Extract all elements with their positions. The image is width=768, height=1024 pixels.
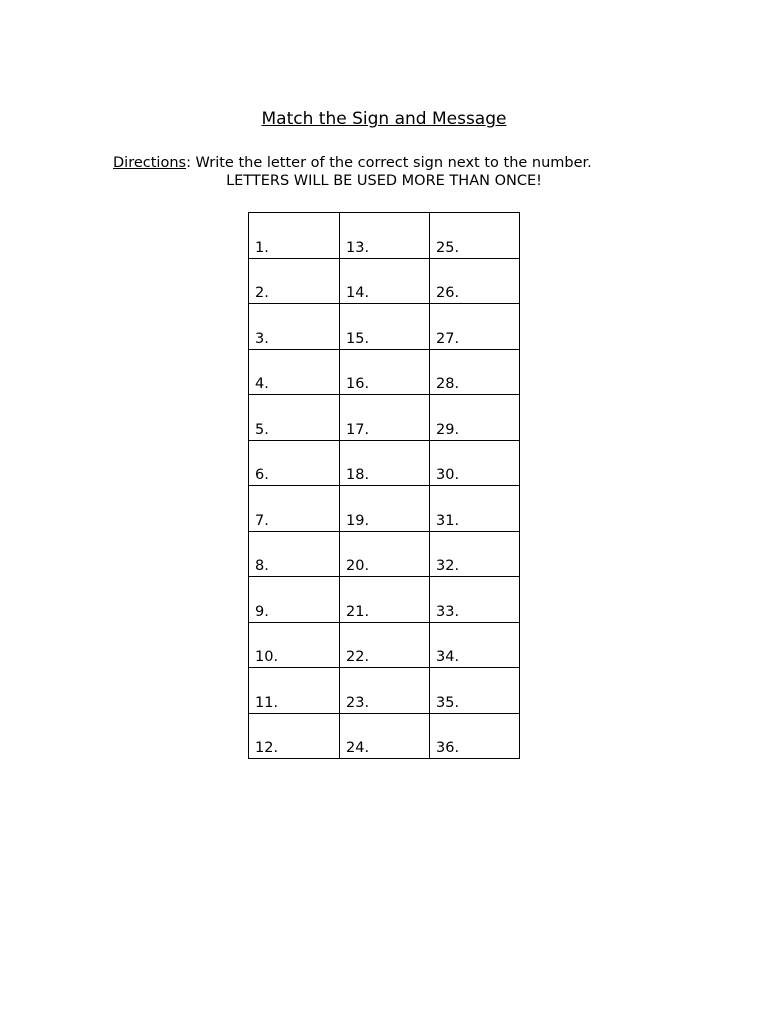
answer-cell[interactable]: 6. <box>249 440 340 486</box>
table-row <box>249 395 520 441</box>
answer-cell[interactable]: 20. <box>340 531 430 577</box>
answer-cell[interactable]: 4. <box>249 349 340 395</box>
answer-cell[interactable]: 13. <box>340 213 430 259</box>
answer-cell[interactable]: 15. <box>340 304 430 350</box>
table-row <box>249 258 520 304</box>
page-title: Match the Sign and Message <box>261 109 507 129</box>
directions-text: : Write the letter of the correct sign next to the number. <box>186 155 592 171</box>
answer-table-body <box>249 213 520 759</box>
table-row <box>249 304 520 350</box>
answer-cell[interactable]: 17. <box>340 395 430 441</box>
answer-cell[interactable]: 19. <box>340 486 430 532</box>
answer-cell[interactable]: 30. <box>430 440 520 486</box>
answer-cell[interactable]: 14. <box>340 258 430 304</box>
table-row <box>249 668 520 714</box>
answer-cell[interactable]: 5. <box>249 395 340 441</box>
answer-cell[interactable]: 1. <box>249 213 340 259</box>
answer-cell[interactable]: 32. <box>430 531 520 577</box>
answer-cell[interactable]: 34. <box>430 622 520 668</box>
answer-cell[interactable]: 7. <box>249 486 340 532</box>
answer-cell[interactable]: 2. <box>249 258 340 304</box>
answer-cell[interactable]: 8. <box>249 531 340 577</box>
answer-cell[interactable]: 35. <box>430 668 520 714</box>
table-row <box>249 622 520 668</box>
table-row <box>249 440 520 486</box>
table-row <box>249 577 520 623</box>
directions-note: LETTERS WILL BE USED MORE THAN ONCE! <box>226 173 542 189</box>
answer-cell[interactable]: 21. <box>340 577 430 623</box>
answer-table <box>248 212 520 759</box>
table-row <box>249 713 520 759</box>
answer-cell[interactable]: 12. <box>249 713 340 759</box>
table-row <box>249 213 520 259</box>
answer-cell[interactable]: 28. <box>430 349 520 395</box>
answer-cell[interactable]: 10. <box>249 622 340 668</box>
answer-cell[interactable]: 18. <box>340 440 430 486</box>
answer-cell[interactable]: 33. <box>430 577 520 623</box>
answer-cell[interactable]: 24. <box>340 713 430 759</box>
answer-cell[interactable]: 23. <box>340 668 430 714</box>
answer-cell[interactable]: 3. <box>249 304 340 350</box>
answer-cell[interactable]: 22. <box>340 622 430 668</box>
directions <box>113 154 633 189</box>
directions-label: Directions <box>113 155 187 171</box>
answer-cell[interactable]: 36. <box>430 713 520 759</box>
table-row <box>249 531 520 577</box>
answer-cell[interactable]: 25. <box>430 213 520 259</box>
table-row <box>249 486 520 532</box>
answer-cell[interactable]: 29. <box>430 395 520 441</box>
answer-cell[interactable]: 27. <box>430 304 520 350</box>
answer-cell[interactable]: 26. <box>430 258 520 304</box>
answer-cell[interactable]: 9. <box>249 577 340 623</box>
answer-cell[interactable]: 11. <box>249 668 340 714</box>
table-row <box>249 349 520 395</box>
answer-cell[interactable]: 31. <box>430 486 520 532</box>
answer-cell[interactable]: 16. <box>340 349 430 395</box>
